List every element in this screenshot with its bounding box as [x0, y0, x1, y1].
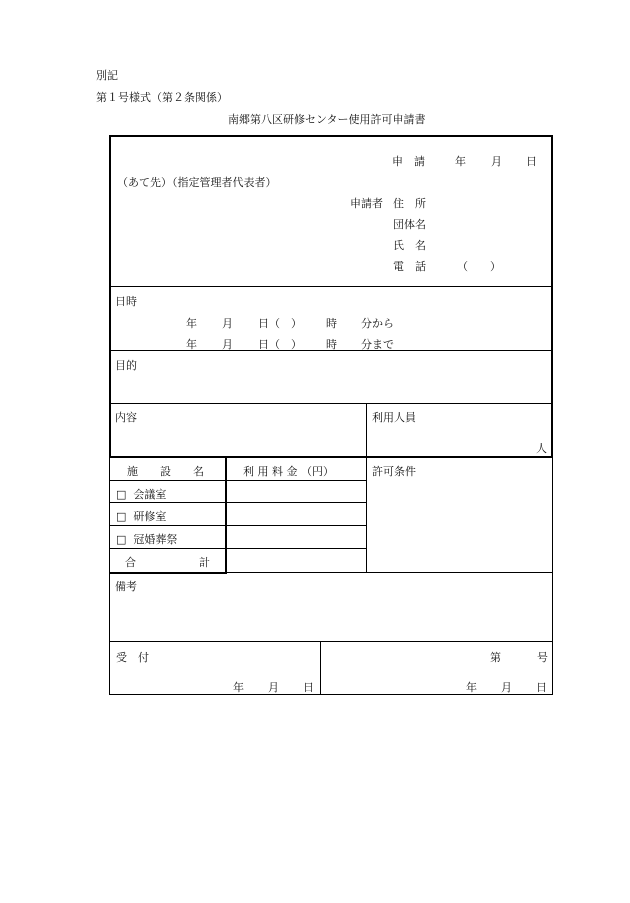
datetime-from-year: 年: [186, 317, 197, 330]
apply-date-year: 年: [455, 155, 466, 168]
form-number: 第１号様式（第２条関係）: [96, 91, 228, 104]
reception-number-prefix: 第: [490, 651, 501, 664]
checkbox-icon[interactable]: □: [116, 533, 127, 546]
reception-right-day: 日: [536, 681, 547, 694]
reception-left-year: 年: [233, 681, 244, 694]
conditions-header: 許可条件: [372, 465, 416, 478]
page-title: 南郷第八区研修センター使用許可申請書: [228, 113, 426, 126]
datetime-to-minute: 分まで: [361, 338, 394, 351]
facility-row-training-room: [116, 508, 166, 524]
reception-left-day: 日: [303, 681, 314, 694]
apply-date-month: 月: [491, 155, 502, 168]
datetime-label: 日時: [115, 295, 137, 308]
purpose-label: 目的: [115, 359, 137, 372]
fee-header: 利 用 料 金 （円）: [243, 465, 334, 478]
remarks-label: 備考: [115, 580, 137, 593]
facility-row-ceremony: [116, 531, 177, 547]
apply-label: 申 請: [392, 155, 425, 168]
name-label: 氏 名: [393, 239, 426, 252]
organization-label: 団体名: [393, 218, 426, 231]
address-label: 住 所: [393, 197, 426, 210]
reception-left-month: 月: [268, 681, 279, 694]
datetime-to-hour: 時: [326, 338, 337, 351]
facility-row-label: 研修室: [133, 510, 167, 523]
users-label: 利用人員: [372, 411, 416, 424]
reception-right-year: 年: [466, 681, 477, 694]
facility-row-label: 会議室: [133, 488, 167, 501]
apply-date-day: 日: [526, 155, 537, 168]
applicant-label: 申請者: [350, 197, 383, 210]
facility-row-meeting-room: [116, 486, 166, 502]
users-unit: 人: [536, 442, 547, 455]
total-label-right: 計: [199, 556, 210, 569]
datetime-from-hour: 時: [326, 317, 337, 330]
checkbox-icon[interactable]: □: [116, 510, 127, 523]
addressee: （あて先）（指定管理者代表者）: [117, 176, 277, 189]
reception-right-month: 月: [501, 681, 512, 694]
phone-paren: （ ）: [457, 260, 501, 273]
reception-label: 受 付: [116, 651, 149, 664]
checkbox-icon[interactable]: □: [116, 488, 127, 501]
facility-name-header: 施 設 名: [127, 465, 204, 478]
facility-row-label: 冠婚葬祭: [133, 533, 178, 546]
content-label: 内容: [115, 411, 137, 424]
total-label-left: 合: [125, 556, 136, 569]
reception-number-suffix: 号: [537, 651, 548, 664]
appendix-label: 別記: [96, 69, 118, 82]
datetime-from-day: 日（ ）: [258, 317, 302, 330]
datetime-from-minute: 分から: [361, 317, 394, 330]
datetime-to-month: 月: [222, 338, 233, 351]
datetime-from-month: 月: [222, 317, 233, 330]
phone-label: 電 話: [393, 260, 426, 273]
datetime-to-day: 日（ ）: [258, 338, 302, 351]
datetime-to-year: 年: [186, 338, 197, 351]
